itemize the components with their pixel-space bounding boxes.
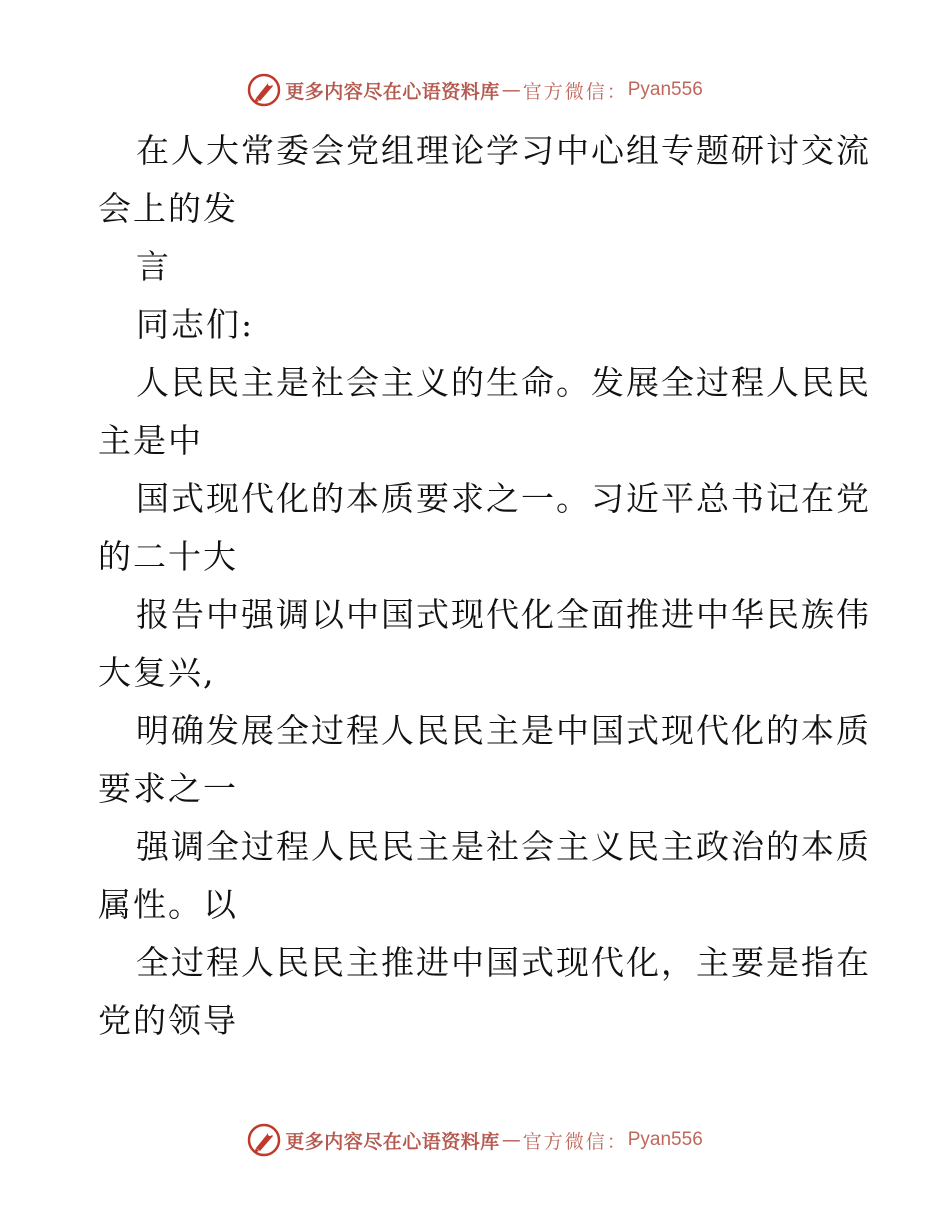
doc-line: 同志们: [136, 305, 255, 344]
doc-line: 党的领导 [98, 1001, 238, 1040]
doc-line: 属性。以 [98, 885, 238, 924]
doc-line: 会上的发 [98, 189, 238, 228]
doc-line: 明确发展全过程人民民主是中国式现代化的本质 [136, 711, 871, 750]
footer-promo-text: 更多内容尽在心语资料库 [285, 1130, 500, 1153]
doc-line: 报告中强调以中国式现代化全面推进中华民族伟 [136, 595, 871, 634]
document-body [98, 122, 871, 1050]
footer-separator: — [501, 1129, 521, 1151]
pen-logo-icon [247, 73, 281, 107]
doc-line: 主是中 [98, 421, 203, 460]
footer-banner [0, 1120, 950, 1160]
header-promo-text: 更多内容尽在心语资料库 [285, 80, 500, 103]
header-wechat-label: 官方微信： [522, 80, 628, 103]
header-separator: — [501, 79, 521, 101]
doc-line: 国式现代化的本质要求之一。习近平总书记在党 [136, 479, 871, 518]
footer-wechat-label: 官方微信： [522, 1130, 628, 1153]
pen-logo-icon [247, 1123, 281, 1157]
doc-line: 的二十大 [98, 537, 238, 576]
doc-line: 言 [136, 247, 171, 286]
footer-wechat-id: Pyan556 [627, 1129, 703, 1150]
header-wechat-id: Pyan556 [627, 79, 703, 100]
header-banner [0, 70, 950, 110]
doc-line: 大复兴, [98, 653, 216, 692]
doc-line: 要求之一 [98, 769, 238, 808]
doc-line: 全过程人民民主推进中国式现代化，主要是指在 [136, 943, 871, 982]
doc-line: 人民民主是社会主义的生命。发展全过程人民民 [136, 363, 871, 402]
doc-line: 强调全过程人民民主是社会主义民主政治的本质 [136, 827, 871, 866]
doc-line: 在人大常委会党组理论学习中心组专题研讨交流 [136, 131, 871, 170]
